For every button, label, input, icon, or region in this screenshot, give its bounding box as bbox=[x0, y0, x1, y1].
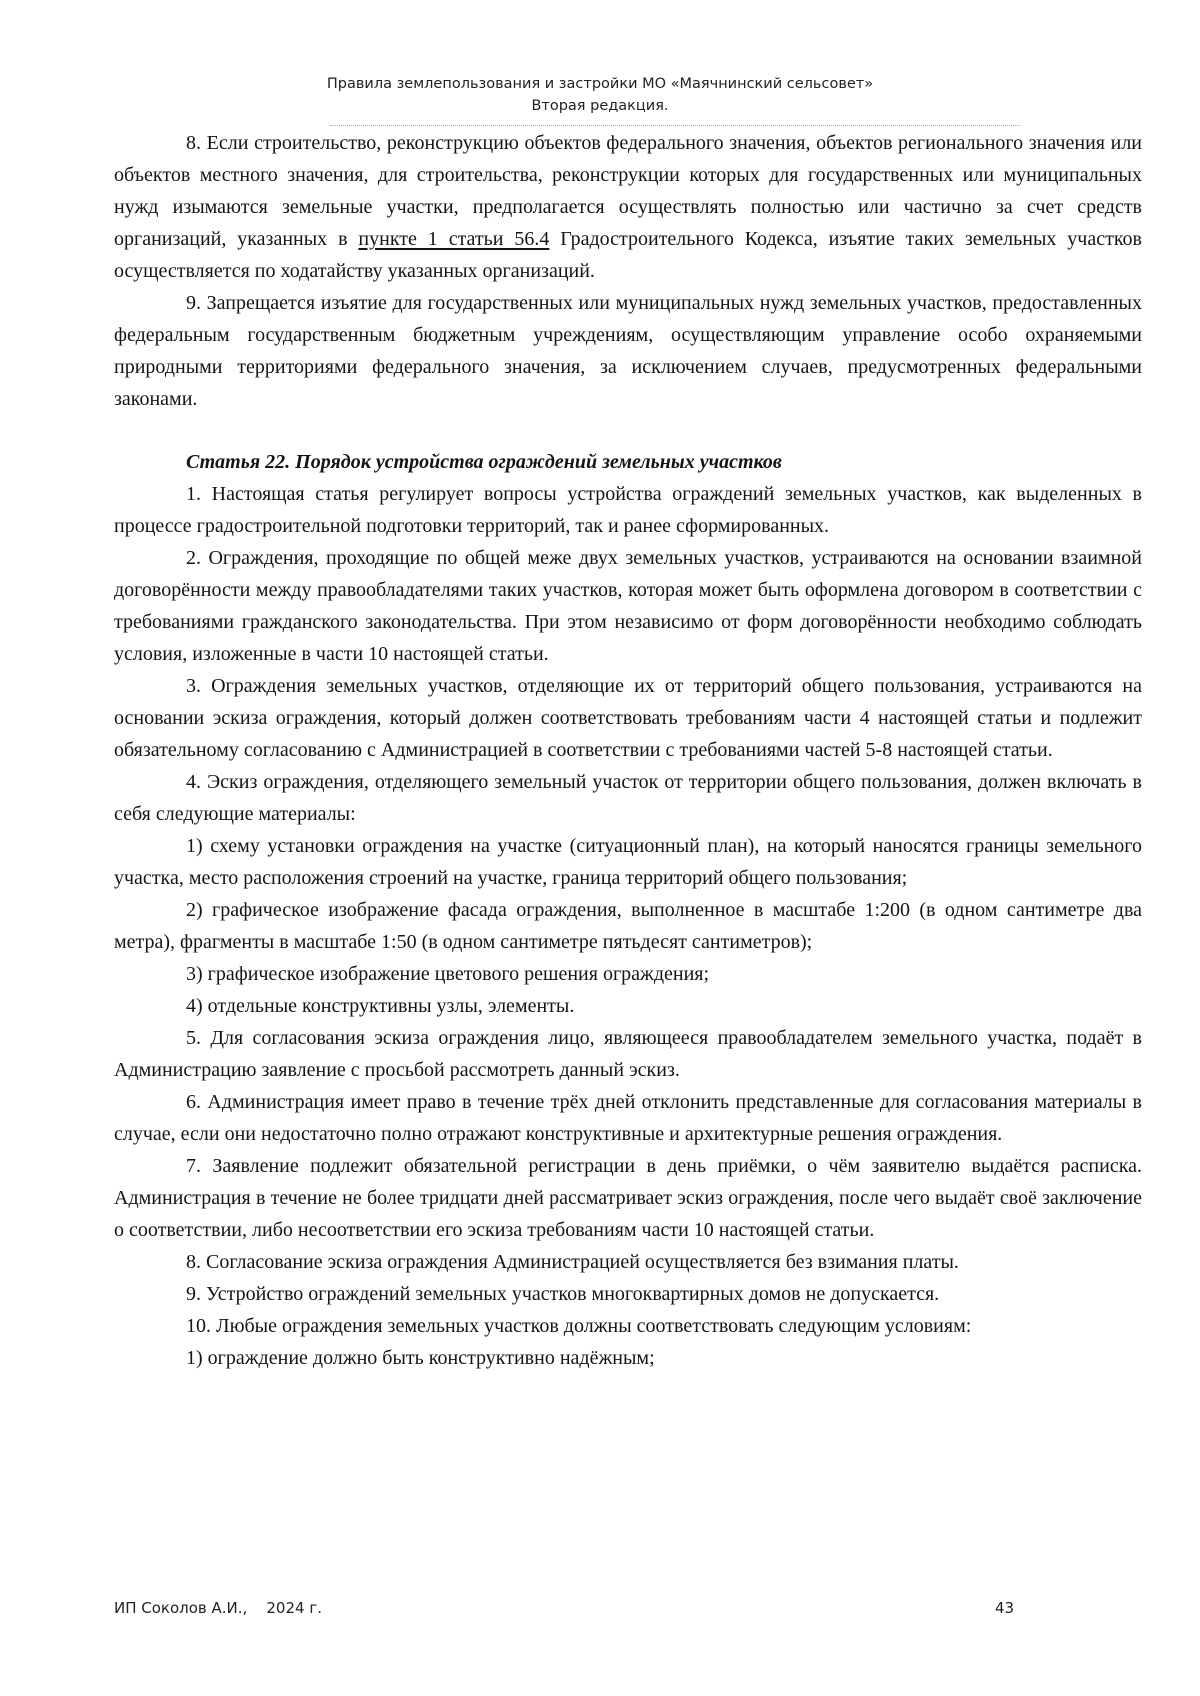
article-item-4-sub-1: 1) схему установки ограждения на участке (ситуационный план), на который наносятся границы земельного участка, место расположения строений на участке, граница территорий общего пользования; bbox=[114, 835, 1142, 889]
article-item-7: 7. Заявление подлежит обязательной регистрации в день приёмки, о чём заявителю выдаётся расписка. Администрация в течение не более тридцати дней рассматривает эскиз ограждения, после чего выдаёт своё заключение о соответствии, либо несоответствии его эскиза требованиям части 10 настоящей статьи. bbox=[114, 1155, 1142, 1241]
article-item-8: 8. Согласование эскиза ограждения Администрацией осуществляется без взимания платы. bbox=[186, 1251, 959, 1273]
article-item-3: 3. Ограждения земельных участков, отделяющие их от территорий общего пользования, устраиваются на основании эскиза ограждения, который должен соответствовать требованиям части 4 настоящей статьи и подлежит обязательному согласованию с Администрацией в соответствии с требованиями частей 5-8 настоящей статьи. bbox=[114, 675, 1142, 761]
header-edition: Вторая редакция. bbox=[531, 98, 669, 114]
article-item-5: 5. Для согласования эскиза ограждения лицо, являющееся правообладателем земельного участка, подаёт в Администрацию заявление с просьбой рассмотреть данный эскиз. bbox=[114, 1027, 1142, 1081]
article-item-10-sub-1: 1) ограждение должно быть конструктивно надёжным; bbox=[186, 1347, 655, 1369]
page-number: 43 bbox=[995, 1599, 1015, 1617]
article-item-6: 6. Администрация имеет право в течение трёх дней отклонить представленные для согласования материалы в случае, если они недостаточно полно отражают конструктивные и архитектурные решения ограждения. bbox=[114, 1091, 1142, 1145]
paragraph-8 bbox=[114, 127, 1142, 287]
paragraph-9: 9. Запрещается изъятие для государственных или муниципальных нужд земельных участков, предоставленных федеральным государственным бюджетным учреждениям, осуществляющим управление особо охраняемыми природными территориями федерального значения, за исключением случаев, предусмотренных федеральными законами. bbox=[114, 292, 1142, 410]
paragraph-8-text: 8. Если строительство, реконструкцию объектов федерального значения, объектов регионального значения или объектов местного значения, для строительства, реконструкции которых для государственных или муниципальных нужд изымаются земельные участки, предполагается осуществлять полностью или частично за счет средств организаций, указанных в bbox=[114, 132, 1142, 250]
footer-author: ИП Соколов А.И., 2024 г. bbox=[114, 1599, 322, 1617]
article-item-10: 10. Любые ограждения земельных участков должны соответствовать следующим условиям: bbox=[186, 1315, 972, 1337]
article-heading: Статья 22. Порядок устройства ограждений земельных участков bbox=[186, 451, 782, 473]
document-body bbox=[114, 127, 1142, 1374]
code-article-link[interactable]: пункте 1 статьи 56.4 bbox=[358, 228, 550, 250]
article-item-1: 1. Настоящая статья регулирует вопросы устройства ограждений земельных участков, как выделенных в процессе градостроительной подготовки территорий, так и ранее сформированных. bbox=[114, 483, 1142, 537]
header-divider bbox=[330, 125, 1020, 126]
running-header bbox=[0, 73, 1200, 117]
article-item-4-sub-2: 2) графическое изображение фасада ограждения, выполненное в масштабе 1:200 (в одном сантиметре два метра), фрагменты в масштабе 1:50 (в одном сантиметре пятьдесят сантиметров); bbox=[114, 899, 1142, 953]
article-item-4: 4. Эскиз ограждения, отделяющего земельный участок от территории общего пользования, должен включать в себя следующие материалы: bbox=[114, 771, 1142, 825]
article-item-4-sub-3: 3) графическое изображение цветового решения ограждения; bbox=[186, 963, 710, 985]
article-item-2: 2. Ограждения, проходящие по общей меже двух земельных участков, устраиваются на основании взаимной договорённости между правообладателями таких участков, которая может быть оформлена договором в соответствии с требованиями гражданского законодательства. При этом независимо от форм договорённости необходимо соблюдать условия, изложенные в части 10 настоящей статьи. bbox=[114, 547, 1142, 665]
header-title: Правила землепользования и застройки МО «Маячнинский сельсовет» bbox=[326, 76, 874, 92]
article-item-4-sub-4: 4) отдельные конструктивны узлы, элементы. bbox=[186, 995, 575, 1017]
article-item-9: 9. Устройство ограждений земельных участков многоквартирных домов не допускается. bbox=[186, 1283, 940, 1305]
paragraph-8-text-end: Градостроительного Кодекса, изъятие таких земельных участков осуществляется по ходатайству указанных организаций. bbox=[114, 228, 1142, 282]
